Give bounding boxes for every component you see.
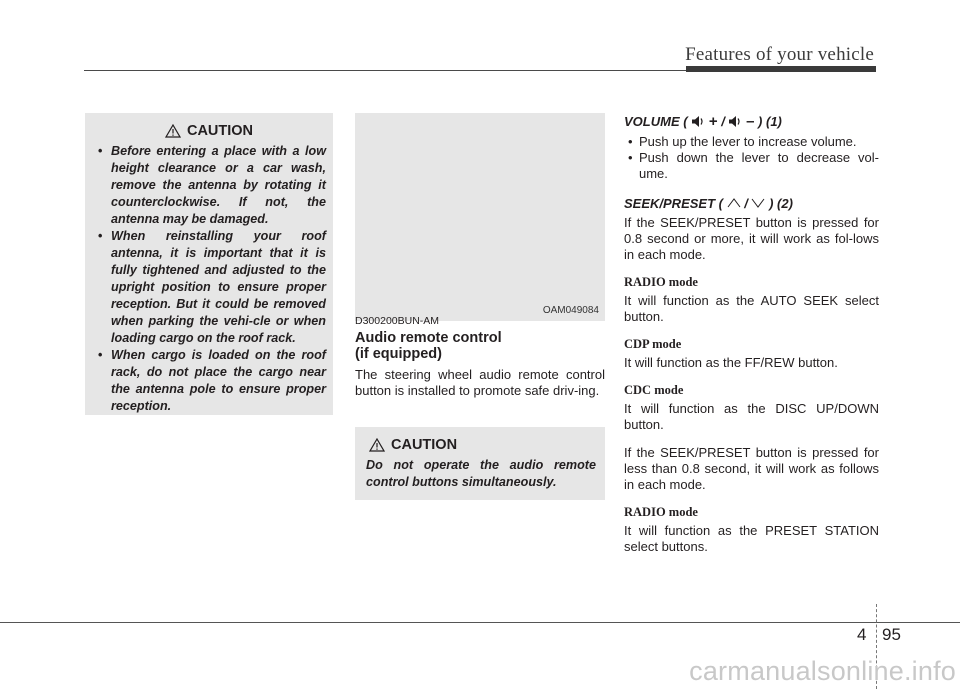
illustration-code: OAM049084 bbox=[542, 305, 599, 316]
section-code: D300200BUN-AM bbox=[355, 315, 440, 327]
volume-item: • Push down the lever to decrease vol-ume. bbox=[624, 150, 879, 182]
caution-item: • Before entering a place with a low height clearance or a car wash, remove the antenna by rotating it counterclockwise. If not, the antenna may be damaged. bbox=[94, 143, 326, 228]
remote-control-illustration bbox=[355, 113, 605, 321]
caution-item: • When cargo is loaded on the roof rack, do not place the cargo near the antenna pole to ensure proper reception. bbox=[94, 347, 326, 415]
caution-box-antenna bbox=[85, 113, 333, 415]
mode-text: It will function as the DISC UP/DOWN button. bbox=[624, 401, 879, 432]
header-rule-accent bbox=[686, 66, 876, 72]
warning-triangle-icon bbox=[165, 124, 181, 138]
caution-heading-text: CAUTION bbox=[186, 123, 254, 139]
caution-text: Do not operate the audio remote control buttons simultaneously. bbox=[366, 458, 596, 489]
mode-text: It will function as the FF/REW button. bbox=[624, 355, 838, 370]
caution-item: • When reinstalling your roof antenna, it is important that it is fully tightened and adjusted to the upright position to ensure proper reception. But it could be removed when parking the vehi-cle or when loading cargo on the roof rack. bbox=[94, 228, 326, 347]
mode-heading: CDC mode bbox=[624, 383, 684, 397]
chevron-down-icon bbox=[751, 198, 765, 208]
seek-heading bbox=[624, 196, 879, 212]
seek-heading-prefix: SEEK/PRESET ( bbox=[624, 196, 723, 211]
mode-heading: RADIO mode bbox=[624, 275, 698, 289]
chevron-up-icon bbox=[727, 198, 741, 208]
seek-intro: If the SEEK/PRESET button is pressed for 0.8 second or more, it will work as fol-lows in each mode. bbox=[624, 215, 879, 262]
volume-plus: + bbox=[708, 113, 718, 130]
volume-heading-suffix: ) (1) bbox=[758, 114, 782, 129]
section-title-line: Audio remote control bbox=[355, 330, 502, 346]
volume-separator: / bbox=[721, 114, 725, 129]
section-title-line: (if equipped) bbox=[355, 346, 442, 362]
volume-heading-prefix: VOLUME ( bbox=[624, 114, 688, 129]
caution-heading bbox=[85, 123, 333, 139]
volume-heading bbox=[624, 114, 879, 130]
section-body: The steering wheel audio remote control button is installed to promote safe driv-ing. bbox=[355, 367, 605, 398]
volume-list bbox=[624, 134, 879, 182]
caution-heading bbox=[355, 437, 605, 453]
section-title bbox=[355, 330, 595, 362]
page-header-title: Features of your vehicle bbox=[685, 44, 874, 65]
right-column bbox=[624, 114, 879, 555]
volume-item: • Push up the lever to increase volume. bbox=[624, 134, 879, 150]
speaker-icon bbox=[691, 115, 705, 128]
caution-box-remote bbox=[355, 427, 605, 500]
caution-list bbox=[85, 143, 333, 415]
seek-short-intro: If the SEEK/PRESET button is pressed for less than 0.8 second, it will work as follows in each mode. bbox=[624, 445, 879, 492]
seek-heading-suffix: ) (2) bbox=[769, 196, 793, 211]
mode-text: It will function as the AUTO SEEK select button. bbox=[624, 293, 879, 324]
mode-heading: CDP mode bbox=[624, 337, 682, 351]
volume-minus: – bbox=[746, 113, 755, 130]
warning-triangle-icon bbox=[369, 438, 385, 452]
seek-separator: / bbox=[744, 196, 748, 211]
speaker-icon bbox=[728, 115, 742, 128]
page-number: 95 bbox=[882, 625, 901, 644]
mode-text: It will function as the PRESET STATION select buttons. bbox=[624, 523, 879, 554]
watermark: carmanualsonline.info bbox=[689, 656, 956, 686]
mode-heading: RADIO mode bbox=[624, 505, 698, 519]
footer-rule bbox=[0, 622, 960, 623]
caution-heading-text: CAUTION bbox=[391, 437, 458, 453]
chapter-number: 4 bbox=[857, 625, 867, 644]
